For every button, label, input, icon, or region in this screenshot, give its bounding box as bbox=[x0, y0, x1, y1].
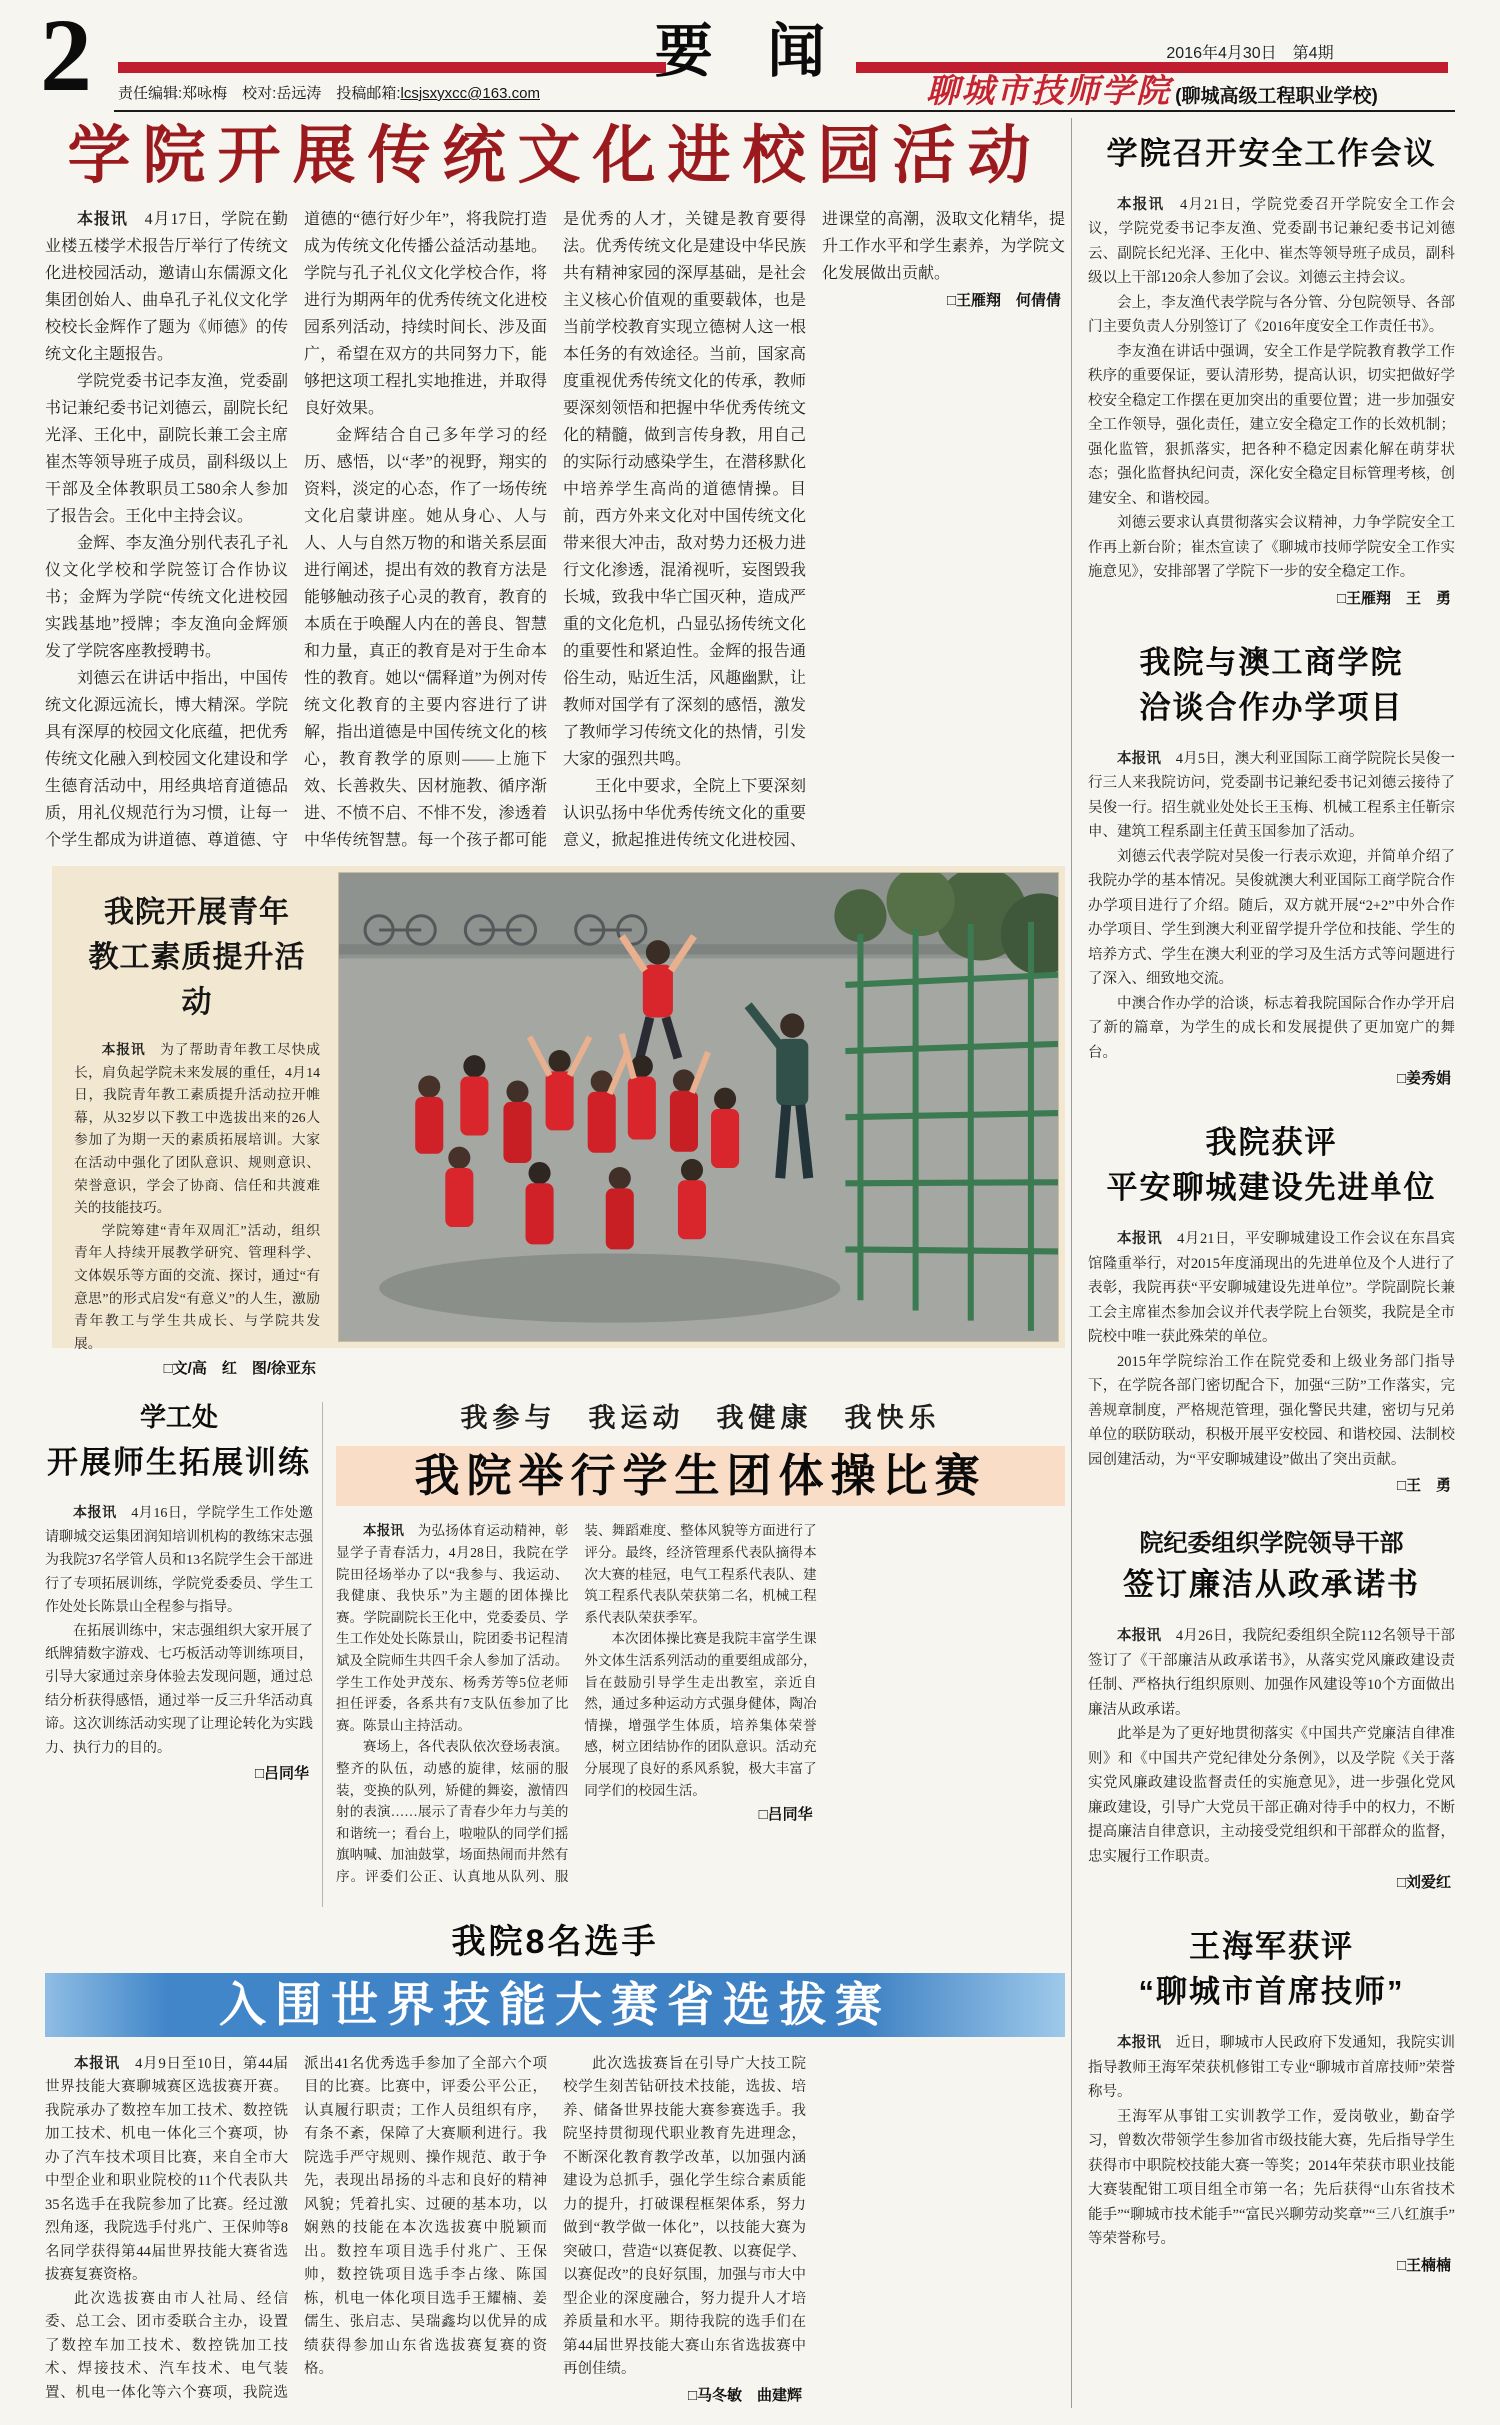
paragraph: 本报讯 为弘扬体育运动精神，彰显学子青春活力，4月28日，我院在学院田径场举办了以“我参与、我运动、我健康、我快乐”为主题的团体操比赛。学院副院长王化中，党委委员、学生工作处处长陈景山，院团委书记程清斌及全院师生共四千余人参加了活动。学生工作处尹茂东、杨秀芳等5位老师担任评委，各系共有7支队伍参加了比赛。陈景山主持活动。 bbox=[336, 1523, 569, 1733]
rail-article-kicker: 院纪委组织学院领导干部 bbox=[1139, 1530, 1404, 1558]
rail-divider bbox=[1071, 118, 1072, 2408]
rail-article bbox=[1088, 1121, 1455, 1498]
training-title: 开展师生拓展训练 bbox=[47, 1445, 311, 1481]
byline: □文/高 红 图/徐亚东 bbox=[163, 1360, 316, 1378]
header-divider bbox=[114, 110, 1455, 112]
gymnastics-headline: 我院举行学生团体操比赛 bbox=[336, 1446, 1065, 1506]
feature-title bbox=[74, 890, 320, 1025]
rail-article-title: 学院召开安全工作会议 bbox=[1106, 136, 1437, 171]
section-title: 要 闻 bbox=[654, 19, 846, 84]
paragraph: 本报讯 4月17日，学院在勤业楼五楼学术报告厅举行了传统文化进校园活动，邀请山东儒源文化集团创始人、曲阜孔子礼仪文化学校校长金辉作了题为《师德》的传统文化主题报告。 bbox=[45, 211, 288, 363]
byline: □吕同华 bbox=[758, 1806, 813, 1824]
byline: □刘爱红 bbox=[1396, 1874, 1451, 1892]
paragraph: 本报讯 4月26日，我院纪委组织全院112名领导干部签订了《干部廉洁从政承诺书》，从落实党风廉政建设责任制、严格执行组织原则、加强作风建设等10个方面做出廉洁从政承诺。 bbox=[1088, 1628, 1455, 1718]
page-number: 2 bbox=[40, 0, 92, 113]
feature-body bbox=[74, 1039, 320, 1381]
skills-kicker: 我院8名选手 bbox=[451, 1923, 659, 1961]
feature-box bbox=[52, 866, 1065, 1378]
byline: □王楠楠 bbox=[1396, 2256, 1451, 2274]
rail-article bbox=[1088, 641, 1455, 1091]
header-rule-right bbox=[856, 62, 1448, 73]
right-rail bbox=[1088, 128, 1455, 2308]
feature-title-line2: 教工素质提升活动 bbox=[88, 941, 306, 1019]
skills-headline: 入围世界技能大赛省选拔赛 bbox=[45, 1973, 1065, 2037]
paragraph: 中澳合作办学的洽谈，标志着我院国际合作办学开启了新的篇章，为学生的成长和发展提供了更加宽广的舞台。 bbox=[1088, 995, 1455, 1061]
masthead-note: (聊城高级工程职业学校) bbox=[1175, 86, 1378, 107]
paragraph: 此举是为了更好地贯彻落实《中国共产党廉洁自律准则》和《中国共产党纪律处分条例》，以及学院《关于落实党风廉政建设监督责任的实施意见》，进一步强化党风廉政建设，引导广大党员干部正确对待手中的权力，不断提高廉洁自律意识，主动接受党组织和干部群众的监督，忠实履行工作职责。 bbox=[1088, 1726, 1455, 1865]
masthead bbox=[856, 76, 1448, 109]
training-article bbox=[45, 1402, 313, 1786]
byline: □王 勇 bbox=[1396, 1477, 1451, 1495]
paragraph: 2015年学院综治工作在院党委和上级业务部门指导下，在学院各部门密切配合下，加强“三防”工作落实，完善规章制度，严格规范管理，强化警民共建，密切与兄弟单位的联防联动，积极开展平安校园、和谐校园、法制校园创建活动，为“平安聊城建设”做出了突出贡献。 bbox=[1088, 1353, 1455, 1468]
rail-article-title: 签订廉洁从政承诺书 bbox=[1123, 1567, 1420, 1603]
column-divider bbox=[322, 1402, 323, 1907]
rail-article-body bbox=[1088, 1227, 1455, 1498]
paragraph: 在拓展训练中，宋志强组织大家开展了纸牌猜数字游戏、七巧板活动等训练项目，引导大家通过亲身体验去发现问题，通过总结分析获得感悟，通过举一反三升华活动真谛。这次训练活动实现了让理论转化为实践力、执行力的目的。 bbox=[45, 1623, 313, 1756]
rail-article-title: 我院获评 平安聊城建设先进单位 bbox=[1106, 1125, 1437, 1206]
rail-article-body bbox=[1088, 193, 1455, 611]
training-kicker: 学工处 bbox=[139, 1402, 218, 1432]
paragraph: 会上，李友渔代表学院与各分管、分包院领导、各部门主要负责人分别签订了《2016年度安全工作责任书》。 bbox=[1088, 294, 1455, 336]
rail-article bbox=[1088, 132, 1455, 611]
rail-article-title: 我院与澳工商学院 洽谈合作办学项目 bbox=[1139, 644, 1404, 725]
paragraph: 本报讯 近日，聊城市人民政府下发通知，我院实训指导教师王海军荣获机修钳工专业“聊城市首席技师”荣誉称号。 bbox=[1088, 2035, 1456, 2101]
gymnastics-body bbox=[336, 1520, 1065, 1908]
training-body bbox=[45, 1501, 313, 1785]
editor-line-text: 责任编辑:郑咏梅 校对:岳远涛 投稿邮箱: bbox=[118, 85, 401, 102]
header-rule-left bbox=[118, 62, 666, 73]
skills-article bbox=[45, 1922, 1065, 2425]
paragraph: 王海军从事钳工实训教学工作，爱岗敬业，勤奋学习，曾数次带领学生参加省市级技能大赛，先后指导学生获得市中职院校技能大赛一等奖；2014年荣获市职业技能大赛装配钳工项目组全市第一名；先后获得“山东省技术能手”“聊城市技术能手”“富民兴聊劳动奖章”“三八红旗手”等荣誉称号。 bbox=[1088, 2108, 1455, 2248]
byline: □马冬敏 曲建辉 bbox=[687, 2386, 802, 2404]
gymnastics-article bbox=[336, 1402, 1065, 1908]
paragraph: 王化中要求，全院上下要深刻认识弘扬中华优秀传统文化的重要意义，掀起推进传统文化进校园、进课堂的高潮，汲取文化精华，提升工作水平和学生素养，为学院文化发展做出贡献。 bbox=[563, 211, 1065, 849]
team-building-photo-illustration bbox=[339, 873, 1058, 1341]
date-line: 2016年4月30日 第4期 bbox=[1166, 45, 1334, 62]
byline: □王雁翔 王 勇 bbox=[1336, 589, 1451, 607]
paragraph: 金辉、李友渔分别代表孔子礼仪文化学校和学院签订合作协议书；金辉为学院“传统文化进校园实践基地”授牌；李友渔向金辉颁发了学院客座教授聘书。 bbox=[45, 535, 288, 660]
byline: □吕同华 bbox=[254, 1764, 309, 1782]
submission-email: lcsjsxyxcc@163.com bbox=[400, 85, 540, 102]
feature-title-line1: 我院开展青年 bbox=[104, 896, 290, 929]
skills-body bbox=[45, 2053, 1065, 2425]
paragraph: 此次选拔赛由市人社局、经信委、总工会、团市委联合主办，设置了数控车加工技术、数控铣加工技术、焊接技术、汽车技术、电气装置、机电一体化等六个赛项，我院选派出41名优秀选手参加了全部六个项目的比赛。比赛中，评委公平公正，认真履行职责；工作人员组织有序，有条不紊，保障了大赛顺利进行。我院选手严守规则、操作规范、敢于争先，表现出昂扬的斗志和良好的精神风貌；凭着扎实、过硬的基本功，以娴熟的技能在本次选拔赛中脱颖而出。数控车项目选手付兆广、王保帅，数控铣项目选手李占缘、陈国栋，机电一体化项目选手王耀楠、姜儒生、张启志、吴瑞鑫均以优异的成绩获得参加山东省选拔赛复赛的资格。 bbox=[45, 2055, 547, 2401]
paragraph: 本报讯 4月9日至10日，第44届世界技能大赛聊城赛区选拔赛开赛。我院承办了数控车加工技术、数控铣加工技术、机电一体化三个赛项，协办了汽车技术项目比赛，来自全市大中型企业和职业院校的11个代表队共35名选手在我院参加了比赛。经过激烈角逐，我院选手付兆广、王保帅等8名同学获得第44届世界技能大赛省选拔赛复赛资格。 bbox=[45, 2055, 289, 2284]
rail-article-body bbox=[1088, 1624, 1455, 1895]
paragraph: 李友渔在讲话中强调，安全工作是学院教育教学工作秩序的重要保证，要认清形势，提高认识，切实把做好学校安全稳定工作摆在更加突出的重要位置；进一步加强安全工作领导，强化责任，建立安全稳定工作的长效机制；强化监管，狠抓落实，把各种不稳定因素化解在萌芽状态；强化监督执纪问责，深化安全稳定目标管理考核，创建安全、和谐校园。 bbox=[1088, 343, 1455, 507]
feature-photo bbox=[338, 872, 1059, 1342]
paragraph: 刘德云代表学院对吴俊一行表示欢迎，并简单介绍了我院办学的基本情况。吴俊就澳大利亚国际工商学院合作办学项目进行了介绍。随后，双方就开展“2+2”中外合作办学项目、学生到澳大利亚留学提升学位和技能、学生的培养方式、学生在澳大利亚的学习及生活方式等问题进行了深入、细致地交流。 bbox=[1088, 848, 1455, 988]
rail-article bbox=[1088, 1925, 1455, 2277]
paragraph: 本报讯 4月21日，学院党委召开学院安全工作会议，学院党委书记李友渔、党委副书记兼纪委书记刘德云、副院长纪光泽、王化中、崔杰等领导班子成员，副科级以上干部120余人参加了会议。刘德云主持会议。 bbox=[1088, 196, 1455, 287]
paragraph: 本报讯 4月21日，平安聊城建设工作会议在东昌宾馆隆重举行，对2015年度涌现出的先进单位及个人进行了表彰，我院再获“平安聊城建设先进单位”。学院副院长兼工会主席崔杰参加会议并代表学院上台领奖，我院是全市院校中唯一获此殊荣的单位。 bbox=[1088, 1231, 1456, 1346]
paragraph: 金辉结合自己多年学习的经历、感悟，以“孝”的视野，翔实的资料，淡定的心态，作了一场传统文化启蒙讲座。她从身心、人与人、人与自然万物的和谐关系层面进行阐述，提出有效的教育方法是能够触动孩子心灵的教育，教育的本质在于唤醒人内在的善良、智慧和力量，真正的教育是对于生命本性的教育。她以“儒释道”为例对传统文化教育的主要内容进行了讲解，指出道德是中国传统文化的核心，教育教学的原则——上施下效、长善救失、因材施教、循序渐进、不愤不启、不悱不发，渗透着中华传统智慧。每一个孩子都可能是优秀的人才，关键是教育要得法。优秀传统文化是建设中华民族共有精神家园的深厚基础，是社会主义核心价值观的重要载体，也是当前学校教育实现立德树人这一根本任务的有效途径。当前，国家高度重视优秀传统文化的传承，教师要深刻领悟和把握中华优秀传统文化的精髓，做到言传身教，用自己的实际行动感染学生，在潜移默化中培养学生高尚的道德情操。目前，西方外来文化对中国传统文化带来很大冲击，敌对势力还极力进行文化渗透，混淆视听，妄图毁我长城，致我中华亡国灭种，造成严重的文化危机，凸显弘扬传统文化的重要性和紧迫性。金辉的报告通俗生动，贴近生活，风趣幽默，让教师对国学有了深刻的感悟，激发了教师学习传统文化的热情，引发大家的强烈共鸣。 bbox=[304, 211, 806, 849]
masthead-name: 聊城市技师学院 bbox=[926, 74, 1172, 110]
rail-article-body bbox=[1088, 747, 1455, 1092]
feature-text-column bbox=[52, 866, 338, 1378]
rail-article bbox=[1088, 1528, 1455, 1895]
paragraph: 刘德云在讲话中指出，中国传统文化源远流长，博大精深。学院具有深厚的校园文化底蕴，把优秀传统文化融入到校园文化建设和学生德育活动中，用经典培育道德品质，用礼仪规范行为习惯，让每一个学生都成为讲道德、尊道德、守道德的“德行好少年”，将我院打造成为传统文化传播公益活动基地。学院与孔子礼仪文化学校合作，将进行为期两年的优秀传统文化进校园系列活动，持续时间长、涉及面广，希望在双方的共同努力下，能够把这项工程扎实地推进，并取得良好效果。 bbox=[45, 211, 547, 849]
paragraph: 本次团体操比赛是我院丰富学生课外文体生活系列活动的重要组成部分，旨在鼓励引导学生走出教室，亲近自然，通过多种运动方式强身健体，陶冶情操，增强学生体质，培养集体荣誉感，树立团结协作的团队意识。活动充分展现了良好的系风系貌，极大丰富了同学们的校园生活。 bbox=[584, 1631, 817, 1798]
gymnastics-kicker: 我参与 我运动 我健康 我快乐 bbox=[460, 1403, 941, 1433]
rail-article-body bbox=[1088, 2031, 1455, 2278]
paragraph: 本报讯 为了帮助青年教工尽快成长，肩负起学院未来发展的重任，4月14日，我院青年教工素质提升活动拉开帷幕，从32岁以下教工中选拔出来的26人参加了为期一天的素质拓展培训。大家在活动中强化了团队意识、规则意识、荣誉意识，学会了协商、信任和共渡难关的技能技巧。 bbox=[74, 1042, 321, 1216]
paragraph: 本报讯 4月16日，学院学生工作处邀请聊城交运集团润知培训机构的教练宋志强为我院37名学管人员和13名院学生会干部进行了专项拓展训练，学院党委委员、学生工作处处长陈景山全程参与指导。 bbox=[45, 1504, 313, 1616]
paragraph: 刘德云要求认真贯彻落实会议精神，力争学院安全工作再上新台阶；崔杰宣读了《聊城市技师学院安全工作实施意见》，安排部署了学院下一步的安全稳定工作。 bbox=[1088, 515, 1455, 581]
byline: □姜秀娟 bbox=[1396, 1070, 1451, 1088]
paragraph: 此次选拔赛旨在引导广大技工院校学生刻苦钻研技术技能，选拔、培养、储备世界技能大赛参赛选手。我院坚持贯彻现代职业教育先进理念，不断深化教育教学改革，以加强内涵建设为总抓手，强化学生综合素质能力的提升，打破课程框架体系，努力做到“教学做一体化”，以技能大赛为突破口，营造“以赛促教、以赛促学、以赛促改”的良好氛围，加强与市大中型企业的深度融合，努力提升人才培养质量和水平。期待我院的选手们在第44届世界技能大赛山东省选拔赛中再创佳绩。 bbox=[563, 2055, 806, 2378]
paragraph: 本报讯 4月5日，澳大利亚国际工商学院院长吴俊一行三人来我院访问，党委副书记兼纪委书记刘德云接待了吴俊一行。招生就业处处长王玉梅、机械工程系主任靳宗申、建筑工程系副主任黄玉国参加了活动。 bbox=[1088, 750, 1456, 841]
editor-line bbox=[118, 82, 540, 103]
rail-article-title: 王海军获评 “聊城市首席技师” bbox=[1138, 1929, 1405, 2010]
paragraph: 赛场上，各代表队依次登场表演。整齐的队伍，动感的旋律，炫丽的服装，变换的队列，矫健的舞姿，激情四射的表演……展示了青春少年力与美的和谐统一；看台上，啦啦队的同学们摇旗呐喊、加油鼓掌，场面热闹而井然有序。评委们公正、认真地从队列、服装、舞蹈难度、整体风貌等方面进行了评分。最终，经济管理系代表队摘得本次大赛的桂冠，电气工程系代表队、建筑工程系代表队荣获第二名，机械工程系代表队荣获季军。 bbox=[336, 1523, 817, 1884]
byline: □王雁翔 何倩倩 bbox=[946, 292, 1061, 309]
lead-article-body bbox=[45, 206, 1065, 858]
paragraph: 学院党委书记李友渔，党委副书记兼纪委书记刘德云，副院长纪光泽、王化中，副院长兼工会主席崔杰等领导班子成员，副科级以上干部及全体教职员工580余人参加了报告会。王化中主持会议。 bbox=[45, 373, 288, 525]
paragraph: 学院筹建“青年双周汇”活动，组织青年人持续开展教学研究、管理科学、文体娱乐等方面的交流、探讨，通过“有意思”的形式启发“有意义”的人生，激励青年教工与学生共成长、与学院共发展。 bbox=[74, 1222, 320, 1351]
lead-headline: 学院开展传统文化进校园活动 bbox=[67, 121, 1043, 191]
